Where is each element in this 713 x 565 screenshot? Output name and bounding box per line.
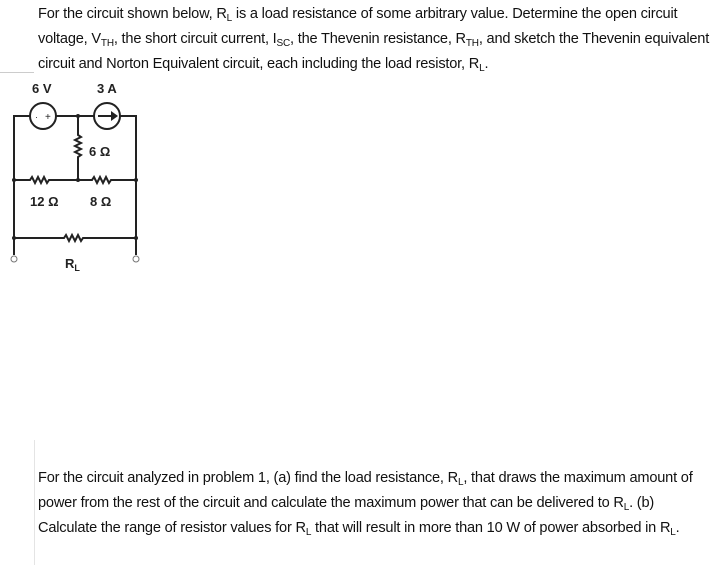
subscript: L	[479, 63, 485, 74]
current-source-label: 3 A	[97, 81, 117, 96]
problem-1-text	[38, 2, 710, 77]
problem-2-text	[38, 466, 713, 541]
arrow-head-icon	[111, 111, 118, 121]
text: that will result in more than 10 W of power absorbed in R	[311, 520, 671, 536]
subscript: TH	[100, 38, 114, 49]
resistors-12-8-ohm	[14, 177, 136, 183]
subscript: L	[226, 13, 233, 24]
resistor-6-label: 6 Ω	[89, 144, 111, 159]
circuit-diagram	[0, 75, 160, 275]
minus-sign: ·	[35, 112, 38, 122]
wire	[14, 116, 136, 180]
resistor-6-ohm	[75, 116, 81, 180]
subscript: L	[670, 527, 676, 538]
subscript: L	[305, 527, 312, 538]
divider	[34, 440, 35, 565]
divider	[0, 72, 34, 73]
resistor-8-label: 8 Ω	[90, 194, 112, 209]
text: For the circuit analyzed in problem 1, (a) find the load resistance, R	[38, 470, 458, 486]
terminal-right	[133, 256, 139, 262]
voltage-source-label: 6 V	[32, 81, 52, 96]
text: .	[484, 56, 489, 72]
text: For the circuit shown below, R	[38, 6, 227, 22]
subscript: SC	[276, 38, 291, 49]
plus-sign: +	[45, 112, 51, 123]
subscript: TH	[465, 38, 479, 49]
text: .	[675, 520, 680, 536]
subscript: L	[623, 502, 630, 513]
text: . (b) Calculate the range of resistor values for R	[38, 495, 655, 536]
load-resistor-label: $R_L$	[65, 256, 80, 273]
text: , the Thevenin resistance, R	[290, 31, 466, 47]
wire	[14, 180, 136, 255]
terminal-left	[11, 256, 17, 262]
text: , that draws the maximum amount of power from the rest of the circuit and calculate the maximum power that can be delivered to R	[38, 470, 693, 511]
text: , the short circuit current, I	[113, 31, 277, 47]
subscript: L	[457, 477, 464, 488]
text: , and sketch the Thevenin equivalent circuit and Norton Equivalent circuit, each including the load resistor, R	[38, 31, 710, 72]
resistor-12-label: 12 Ω	[30, 194, 59, 209]
voltage-source-icon	[30, 103, 56, 129]
resistor-load	[14, 235, 136, 241]
text: is a load resistance of some arbitrary value. Determine the open circuit voltage, V	[38, 6, 678, 47]
